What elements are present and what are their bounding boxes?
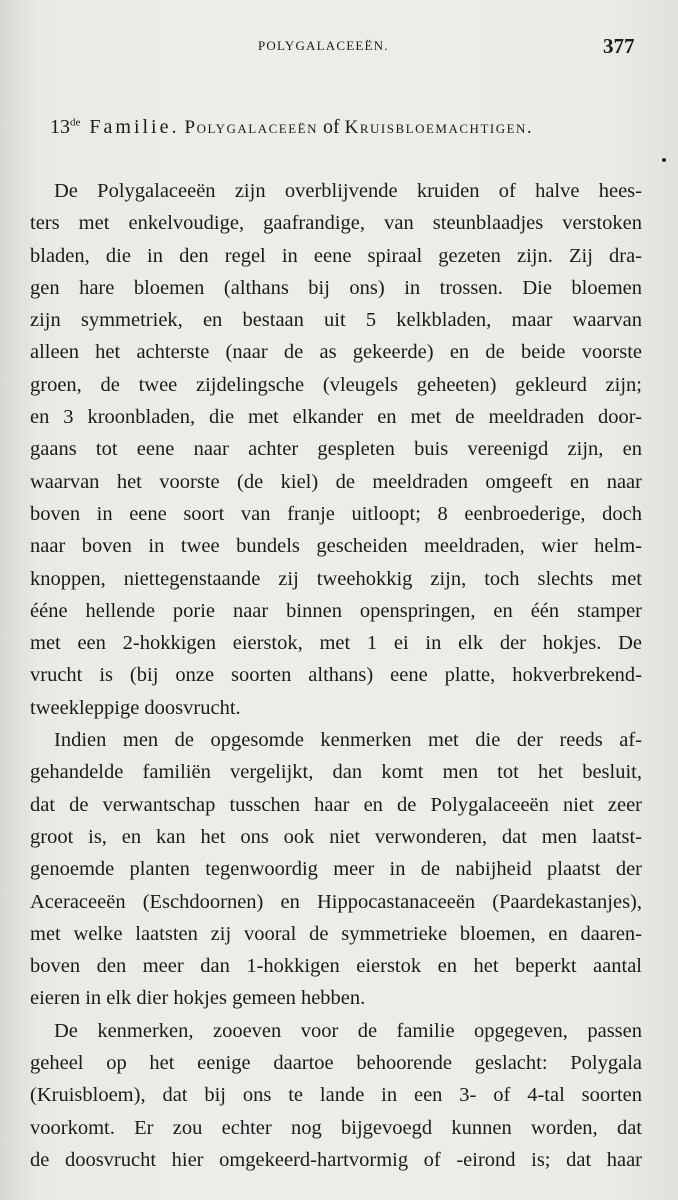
text-line: boven den meer dan 1-hokkigen eierstok en het beperkt aantal	[30, 955, 642, 978]
text-line: ters met enkelvoudige, gaafrandige, van steunblaadjes verstoken	[30, 212, 642, 235]
text-line: tweekleppige doosvrucht.	[30, 696, 241, 719]
family-dutch-name: Kruisbloemachtigen.	[344, 117, 534, 138]
text-line: en 3 kroonbladen, die met elkander en met de meeldraden door-	[30, 406, 642, 429]
family-number-suffix: de	[70, 116, 81, 129]
body-text	[30, 175, 642, 1176]
text-line: (Kruisbloem), dat bij ons te lande in een 3- of 4-tal soorten	[30, 1084, 642, 1107]
family-heading	[50, 116, 640, 139]
running-head: POLYGALACEEËN.	[258, 38, 389, 53]
text-line: vrucht is (bij onze soorten althans) eene platte, hokverbrekend-	[30, 664, 642, 687]
familie-label: Familie.	[89, 116, 180, 138]
text-line: bladen, die in den regel in eene spiraal gezeten zijn. Zij dra-	[30, 244, 642, 267]
text-line: zijn symmetriek, en bestaan uit 5 kelkbladen, maar waarvan	[30, 309, 642, 332]
page-number: 377	[603, 34, 635, 58]
text-line: eieren in elk dier hokjes gemeen hebben.	[30, 987, 366, 1010]
text-line: boven in eene soort van franje uitloopt; 8 eenbroederige, doch	[30, 502, 642, 525]
text-line: De Polygalaceeën zijn overblijvende kruiden of halve hees-	[54, 180, 642, 202]
text-line: genoemde planten tegenwoordig meer in de nabijheid plaatst der	[30, 858, 642, 881]
family-number: 13	[50, 116, 70, 138]
text-line: knoppen, niettegenstaande zij tweehokkig zijn, toch slechts met	[30, 567, 642, 590]
text-line: met een 2-hokkigen eierstok, met 1 ei in elk der hokjes. De	[30, 632, 642, 655]
text-line: alleen het achterste (naar de as gekeerde) en de beide voorste	[30, 341, 642, 364]
text-line: waarvan het voorste (de kiel) de meeldraden omgeeft en naar	[30, 470, 642, 493]
text-line: voorkomt. Er zou echter nog bijgevoegd kunnen worden, dat	[30, 1116, 642, 1139]
text-line: gehandelde familiën vergelijkt, dan komt men tot het besluit,	[30, 761, 642, 784]
text-line: gen hare bloemen (althans bij ons) in trossen. Die bloemen	[30, 276, 642, 299]
text-line: dat de verwantschap tusschen haar en de Polygalaceeën niet zeer	[30, 793, 642, 816]
heading-of: of	[322, 116, 340, 138]
ink-speck	[662, 158, 666, 162]
text-line: Aceraceeën (Eschdoornen) en Hippocastanaceeën (Paardekastanjes),	[30, 890, 642, 913]
text-line: naar boven in twee bundels gescheiden meeldraden, wier helm-	[30, 535, 642, 558]
text-line: geheel op het eenige daartoe behoorende geslacht: Polygala	[30, 1052, 642, 1075]
text-line: gaans tot eene naar achter gespleten buis vereenigd zijn, en	[30, 438, 642, 461]
family-latin-name: Polygalaceeën	[184, 117, 318, 138]
text-line: groen, de twee zijdelingsche (vleugels geheeten) gekleurd zijn;	[30, 373, 642, 396]
text-line: ééne hellende porie naar binnen openspringen, en één stamper	[30, 599, 642, 622]
text-line: De kenmerken, zooeven voor de familie opgegeven, passen	[54, 1019, 642, 1042]
text-line: groot is, en kan het ons ook niet verwonderen, dat men laatst-	[30, 825, 642, 848]
page-header	[0, 34, 678, 64]
text-line: met welke laatsten zij vooral de symmetrieke bloemen, en daaren-	[30, 922, 642, 945]
text-line: de doosvrucht hier omgekeerd-hartvormig of -eirond is; dat haar	[30, 1148, 642, 1171]
text-line: Indien men de opgesomde kenmerken met die der reeds af-	[54, 729, 642, 752]
